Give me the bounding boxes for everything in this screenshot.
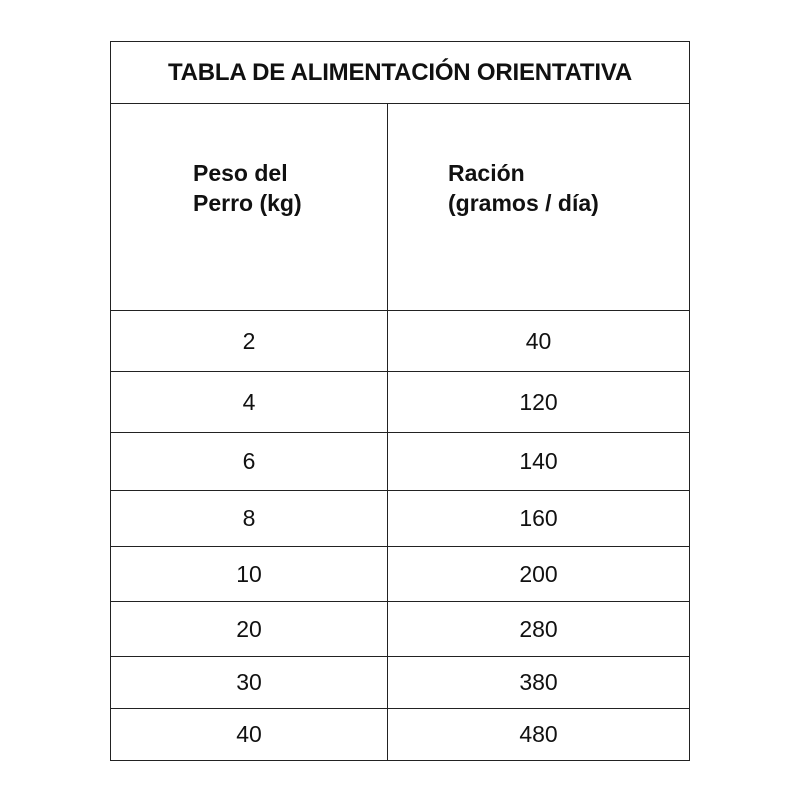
weight-cell: 4: [111, 372, 388, 432]
header-ration-line2: (gramos / día): [448, 190, 599, 216]
ration-cell: 200: [519, 560, 558, 587]
table-row: [111, 491, 689, 547]
weight-cell: 8: [111, 491, 388, 546]
table-title: TABLA DE ALIMENTACIÓN ORIENTATIVA: [167, 58, 633, 86]
weight-cell: 2: [111, 311, 388, 371]
ration-cell: 380: [519, 669, 558, 695]
weight-cell: 20: [111, 602, 388, 656]
ration-cell: 480: [519, 721, 558, 747]
header-weight-line1: Peso del: [193, 160, 288, 186]
weight-cell: 6: [111, 433, 388, 490]
header-ration: [388, 104, 689, 310]
ration-cell: 40: [525, 327, 552, 354]
weight-cell: 40: [111, 709, 388, 760]
table-title-row: [111, 42, 689, 104]
table-row: [111, 602, 689, 657]
weight-cell: 10: [111, 547, 388, 601]
ration-cell: 280: [519, 615, 558, 642]
table-row: [111, 433, 689, 491]
table-row: [111, 547, 689, 602]
weight-cell: 30: [111, 657, 388, 708]
ration-cell: 120: [519, 388, 558, 415]
ration-cell: 160: [519, 505, 558, 531]
table-row: [111, 311, 689, 372]
table-row: [111, 657, 689, 709]
ration-cell: 140: [519, 448, 558, 474]
header-weight: [111, 104, 388, 310]
table-row: [111, 709, 689, 760]
table-row: [111, 372, 689, 433]
table-header-row: [111, 104, 689, 311]
header-weight-line2: Perro (kg): [193, 190, 302, 216]
header-ration-line1: Ración: [448, 160, 525, 186]
feeding-table: [110, 41, 690, 761]
